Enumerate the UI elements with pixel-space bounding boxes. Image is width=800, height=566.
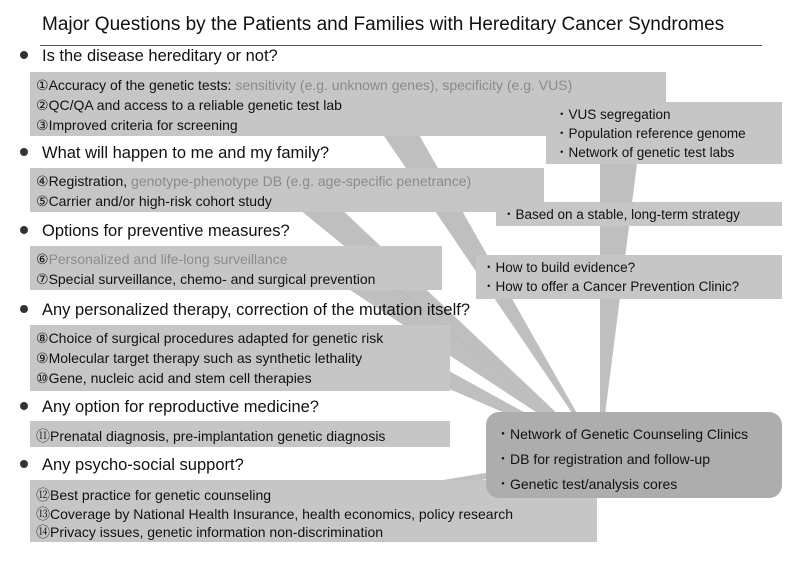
bullet-dot [20,305,28,313]
item-gray-text: Personalized and life-long surveillance [48,251,288,267]
answer-item [36,173,471,190]
answer-item [36,117,238,134]
question-3 [20,222,290,241]
bullet-dot [20,148,28,156]
item-text: Special surveillance, chemo- and surgical prevention [48,271,376,287]
item-number: ⑪ [36,428,50,444]
item-number: ⑩ [36,370,49,386]
question-text: Any option for reproductive medicine? [42,398,319,416]
question-4 [20,301,470,320]
side-note-2 [502,205,740,224]
bullet-dot [20,51,28,59]
item-text: Prenatal diagnosis, pre-implantation genetic diagnosis [50,428,386,444]
item-number: ① [36,77,49,93]
question-text: What will happen to me and my family? [42,144,330,162]
answer-item [36,485,271,505]
item-number: ⑦ [36,271,49,287]
answer-item [36,504,513,524]
answer-item [36,193,272,210]
answer-item [36,251,287,268]
bullet-dot [20,226,28,234]
item-number: ③ [36,117,49,133]
answer-item [36,350,362,367]
side-note-1 [555,105,746,162]
question-text: Options for preventive measures? [42,222,290,240]
answer-item [36,426,385,446]
question-text: Any personalized therapy, correction of the mutation itself? [42,301,471,319]
item-number: ④ [36,173,49,189]
title-underline [40,45,762,46]
question-text: Is the disease hereditary or not? [42,47,278,65]
item-number: ⑭ [36,524,50,540]
question-text: Any psycho-social support? [42,456,244,474]
question-5 [20,398,319,417]
item-text: Carrier and/or high-risk cohort study [48,193,272,209]
answer-item [36,271,375,288]
side-note-1-line-2: ・Population reference genome [555,126,746,141]
item-number: ⑥ [36,251,49,267]
side-note-2-line-1: ・Based on a stable, long-term strategy [502,207,740,222]
item-number: ⑧ [36,330,49,346]
item-text: Registration, [48,173,132,189]
item-gray-text: sensitivity (e.g. unknown genes), specificity (e.g. VUS) [235,77,573,93]
item-number: ⑤ [36,193,49,209]
side-note-3-line-2: ・How to offer a Cancer Prevention Clinic? [482,279,740,294]
side-note-3-line-1: ・How to build evidence? [482,260,636,275]
side-note-3 [482,258,739,296]
item-gray-text: genotype-phenotype DB (e.g. age-specific penetrance) [131,173,472,189]
side-note-1-line-1: ・VUS segregation [555,107,671,122]
item-text: Choice of surgical procedures adapted for genetic risk [48,330,384,346]
bullet-dot [20,402,28,410]
page-title: Major Questions by the Patients and Families with Hereditary Cancer Syndromes [42,14,725,35]
item-number: ② [36,97,49,113]
question-1 [20,47,278,66]
item-text: Molecular target therapy such as synthetic lethality [48,350,363,366]
item-number: ⑬ [36,506,50,522]
question-6 [20,456,244,475]
item-text: Accuracy of the genetic tests: [48,77,236,93]
question-2 [20,144,329,163]
side-note-1-line-3: ・Network of genetic test labs [555,145,735,160]
answer-item [36,77,572,94]
item-text: Coverage by National Health Insurance, health economics, policy research [50,506,514,522]
item-text: Privacy issues, genetic information non-discrimination [50,524,384,540]
answer-item [36,330,383,347]
item-text: Gene, nucleic acid and stem cell therapies [48,370,312,386]
item-text: Best practice for genetic counseling [50,487,272,503]
answer-item [36,370,312,387]
infrastructure-line-3: ・Genetic test/analysis cores [496,476,678,492]
item-text: QC/QA and access to a reliable genetic test lab [48,97,342,113]
infrastructure-line-2: ・DB for registration and follow-up [496,451,710,467]
infrastructure-list [496,422,748,497]
item-text: Improved criteria for screening [48,117,238,133]
answer-item [36,522,383,542]
item-number: ⑨ [36,350,49,366]
bullet-dot [20,460,28,468]
answer-item [36,97,342,114]
infrastructure-line-1: ・Network of Genetic Counseling Clinics [496,426,749,442]
item-number: ⑫ [36,487,50,503]
